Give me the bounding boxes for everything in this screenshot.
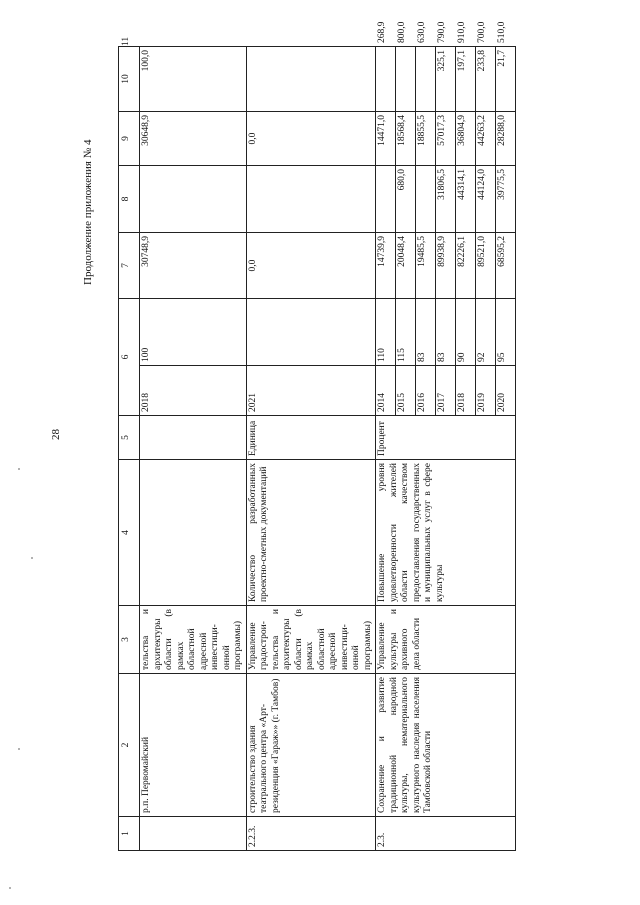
regional-budget: 57017,3 bbox=[436, 112, 456, 166]
total-amount: 30748,9 bbox=[140, 233, 247, 299]
header-cell: 9 bbox=[119, 112, 140, 166]
federal-budget bbox=[376, 166, 396, 233]
indicator-value bbox=[246, 299, 376, 366]
indicator bbox=[140, 460, 247, 606]
year: 2020 bbox=[496, 366, 516, 416]
event-name: р.п. Первомайский bbox=[140, 674, 247, 817]
local-budget: 21,7 bbox=[496, 47, 516, 112]
executor: Управление культуры и архивного дела области bbox=[376, 606, 516, 674]
local-budget bbox=[396, 47, 416, 112]
table-row: 2016 83 19485,5 18855,5 630,0 bbox=[416, 47, 436, 851]
event-name: Сохранение и развитие традиционной народной культуры, нематериального культурного наследия населения Тамбовской области bbox=[376, 674, 516, 817]
regional-budget: 36804,9 bbox=[456, 112, 476, 166]
total-amount: 89938,9 bbox=[436, 233, 456, 299]
row-number bbox=[140, 817, 247, 851]
regional-budget: 18568,4 bbox=[396, 112, 416, 166]
local-budget bbox=[246, 47, 376, 112]
row-number: 2.2.3. bbox=[246, 817, 376, 851]
header-cell: 6 bbox=[119, 299, 140, 416]
indicator-value: 95 bbox=[496, 299, 516, 366]
federal-budget: 44124,0 bbox=[476, 166, 496, 233]
total-amount: 19485,5 bbox=[416, 233, 436, 299]
year: 2018 bbox=[140, 366, 247, 416]
header-cell: 10 bbox=[119, 47, 140, 112]
table-row: 2018 90 82226,1 44314,1 36804,9 197,1 910,0 bbox=[456, 47, 476, 851]
table-row: 2020 95 68595,2 39775,5 28288,0 21,7 510,0 bbox=[496, 47, 516, 851]
year: 2014 bbox=[376, 366, 396, 416]
program-table bbox=[118, 21, 516, 851]
total-amount: 82226,1 bbox=[456, 233, 476, 299]
header-row: 1 2 3 4 5 6 7 8 9 10 11 bbox=[119, 47, 140, 851]
indicator: Повышение уровня удовлетворенности жителей области качеством предоставления государственных и муниципальных услуг в сфере культуры bbox=[376, 460, 516, 606]
federal-budget: 44314,1 bbox=[456, 166, 476, 233]
local-budget: 100,0 bbox=[140, 47, 247, 112]
header-cell: 5 bbox=[119, 416, 140, 460]
indicator-value: 83 bbox=[436, 299, 456, 366]
federal-budget bbox=[246, 166, 376, 233]
executor: тельства и архитектуры области (в рамках областной адресной инвестици-онной программы) bbox=[140, 606, 247, 674]
federal-budget: 39775,5 bbox=[496, 166, 516, 233]
total-amount: 14739,9 bbox=[376, 233, 396, 299]
federal-budget: 31806,5 bbox=[436, 166, 456, 233]
local-budget: 233,8 bbox=[476, 47, 496, 112]
indicator-value: 90 bbox=[456, 299, 476, 366]
unit: Единица bbox=[246, 416, 376, 460]
local-budget bbox=[416, 47, 436, 112]
regional-budget: 44263,2 bbox=[476, 112, 496, 166]
federal-budget bbox=[140, 166, 247, 233]
table-row: 2015 115 20048,4 680,0 18568,4 800,0 bbox=[396, 47, 416, 851]
indicator: Количество разработанных проектно-сметных документаций bbox=[246, 460, 376, 606]
header-cell: 3 bbox=[119, 606, 140, 674]
event-name: строительство здания театрального центра «Арт-резиденция «Гараж»» (г. Тамбов) bbox=[246, 674, 376, 817]
regional-budget: 18855,5 bbox=[416, 112, 436, 166]
year: 2015 bbox=[396, 366, 416, 416]
table-row: 2019 92 89521,0 44124,0 44263,2 233,8 700,0 bbox=[476, 47, 496, 851]
local-budget bbox=[376, 47, 396, 112]
local-budget: 325,1 bbox=[436, 47, 456, 112]
table-row bbox=[140, 47, 247, 851]
header-cell: 1 bbox=[119, 817, 140, 851]
regional-budget: 14471,0 bbox=[376, 112, 396, 166]
executor: Управление градострои-тельства и архитектуры области (в рамках областной адресной инвестици-онной программы) bbox=[246, 606, 376, 674]
year: 2018 bbox=[456, 366, 476, 416]
total-amount: 0,0 bbox=[246, 233, 376, 299]
year: 2019 bbox=[476, 366, 496, 416]
total-amount: 68595,2 bbox=[496, 233, 516, 299]
total-amount: 20048,4 bbox=[396, 233, 416, 299]
regional-budget: 0,0 bbox=[246, 112, 376, 166]
table-row: 2.3. Сохранение и развитие традиционной народной культуры, нематериального культурного наследия населения Тамбовской области Управление культуры и архивного дела области Повышение уровня удовлетворенности жителей области качеством предоставления государственных и муниципальных услуг в сфере культуры Процент 2014 110 14739,9 14471,0 268,9 bbox=[376, 47, 396, 851]
total-amount: 89521,0 bbox=[476, 233, 496, 299]
year: 2021 bbox=[246, 366, 376, 416]
regional-budget: 30648,9 bbox=[140, 112, 247, 166]
table-row bbox=[246, 47, 376, 851]
federal-budget bbox=[416, 166, 436, 233]
indicator-value: 83 bbox=[416, 299, 436, 366]
header-cell: 7 bbox=[119, 233, 140, 299]
indicator-value: 100 bbox=[140, 299, 247, 366]
header-cell: 4 bbox=[119, 460, 140, 606]
regional-budget: 28288,0 bbox=[496, 112, 516, 166]
indicator-value: 115 bbox=[396, 299, 416, 366]
year: 2017 bbox=[436, 366, 456, 416]
local-budget: 197,1 bbox=[456, 47, 476, 112]
continuation-heading: Продолжение приложения № 4 bbox=[82, 139, 94, 285]
page-number: 28 bbox=[50, 429, 62, 440]
header-cell: 2 bbox=[119, 674, 140, 817]
indicator-value: 92 bbox=[476, 299, 496, 366]
unit bbox=[140, 416, 247, 460]
year: 2016 bbox=[416, 366, 436, 416]
indicator-value: 110 bbox=[376, 299, 396, 366]
table-row: 2017 83 89938,9 31806,5 57017,3 325,1 790,0 bbox=[436, 47, 456, 851]
row-number: 2.3. bbox=[376, 817, 516, 851]
header-cell: 8 bbox=[119, 166, 140, 233]
unit: Процент bbox=[376, 416, 516, 460]
federal-budget: 680,0 bbox=[396, 166, 416, 233]
